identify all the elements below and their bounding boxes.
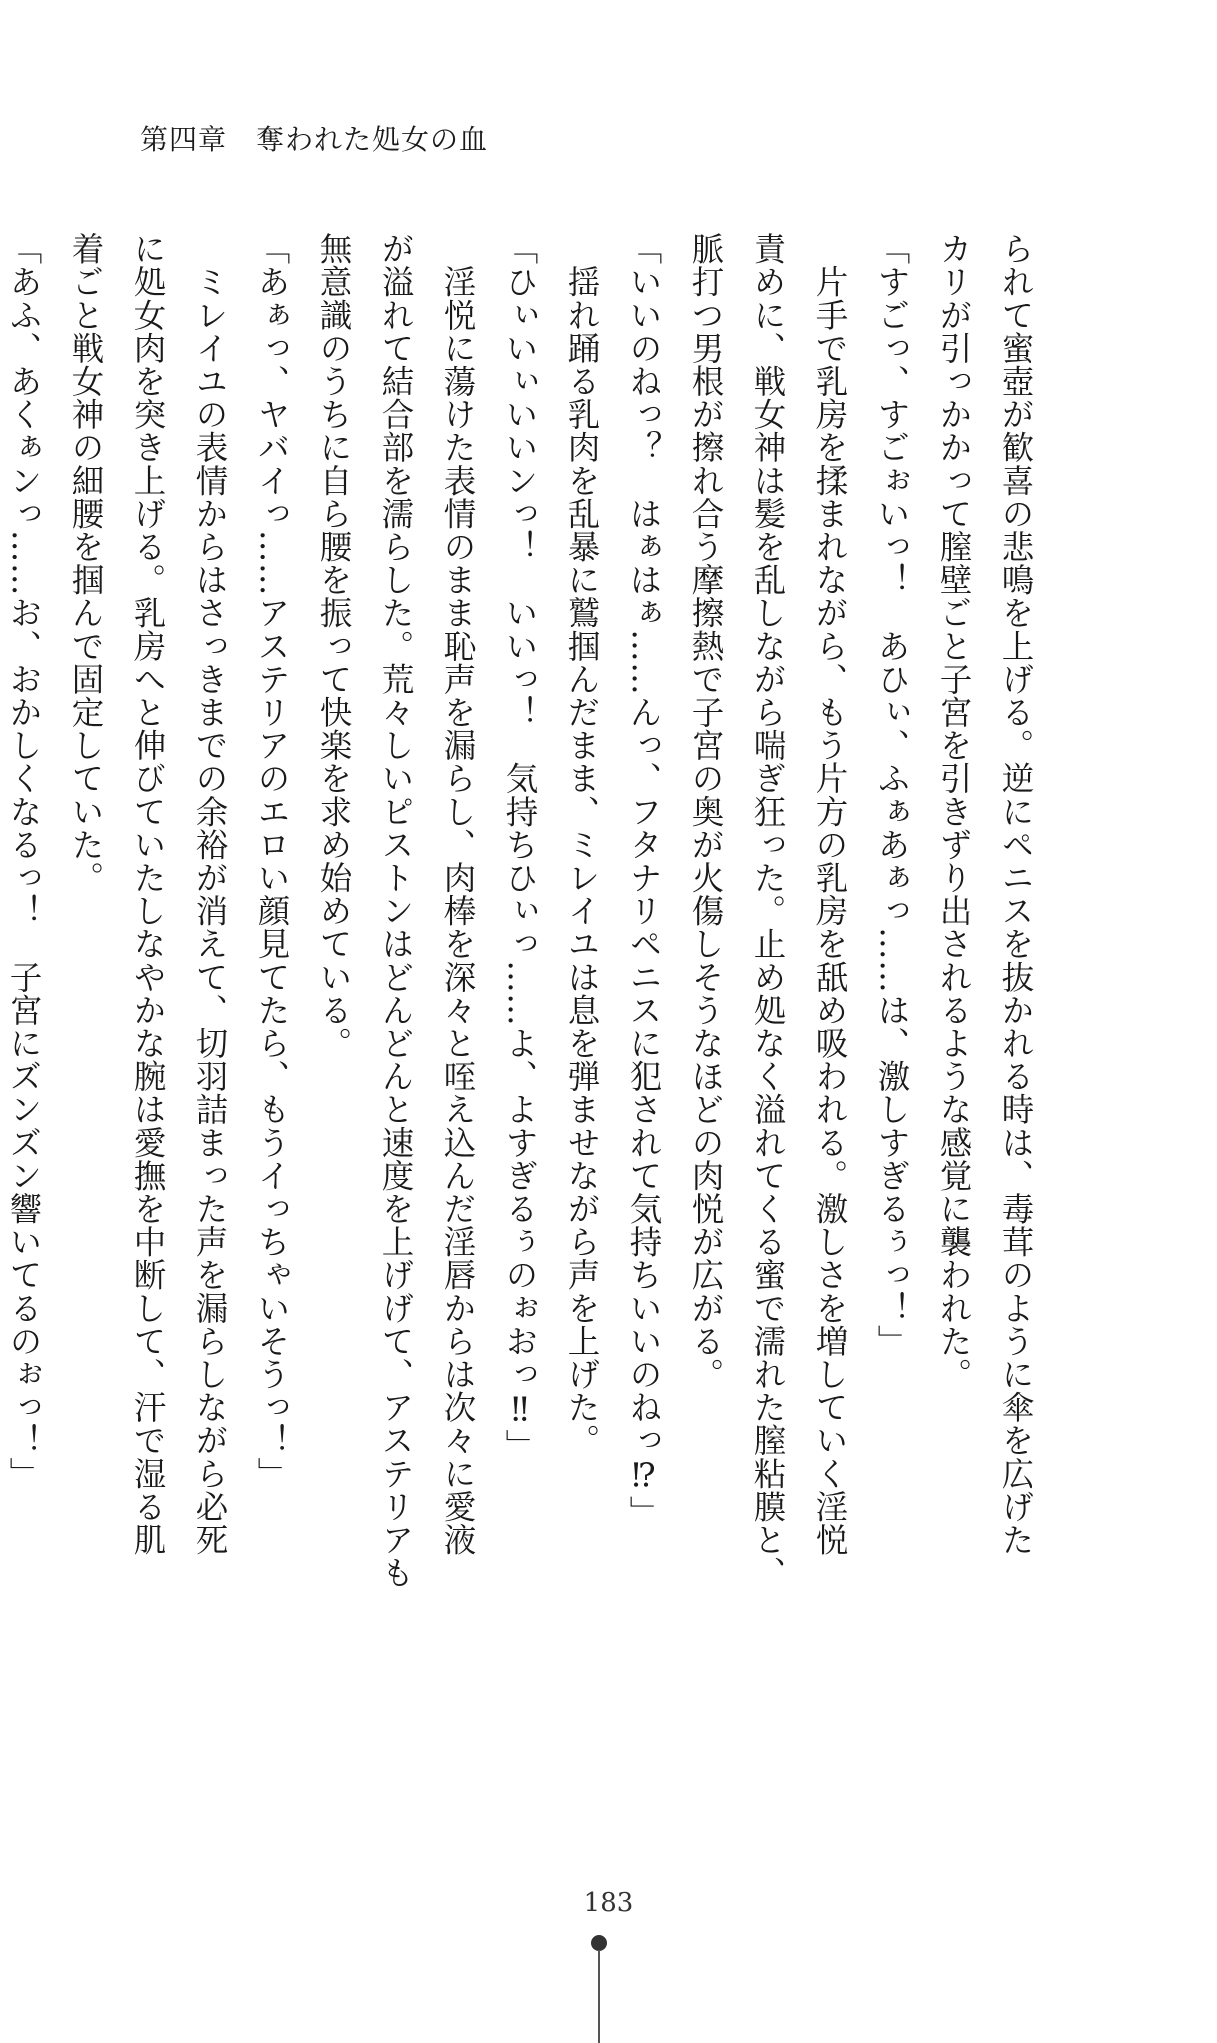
- text-line: 「あぁっ、ヤバイっ……アステリアのエロい顔見てたら、もうイっちゃいそうっ！」: [253, 232, 291, 1490]
- text-line: 無意識のうちに自ら腰を振って快楽を求め始めている。: [315, 232, 353, 1060]
- text-line: 着ごと戦女神の細腰を掴んで固定していた。: [67, 232, 105, 894]
- text-line: 淫悦に蕩けた表情のまま恥声を漏らし、肉棒を深々と咥え込んだ淫唇からは次々に愛液: [439, 232, 477, 1556]
- text-line: 責めに、戦女神は髪を乱しながら喘ぎ狂った。止め処なく溢れてくる蜜で濡れた膣粘膜と、: [749, 232, 787, 1590]
- page-marker-dot: [591, 1935, 607, 1951]
- page-number: 183: [583, 1888, 634, 1918]
- text-line: 「いいのねっ？ はぁはぁ……んっ、フタナリペニスに犯されて気持ちいいのねっ⁉」: [625, 232, 663, 1529]
- text-line: 片手で乳房を揉まれながら、もう片方の乳房を舐め吸われる。激しさを増していく淫悦: [811, 232, 849, 1556]
- text-line: 「すごっ、すごぉいっ！ あひぃ、ふぁあぁっ……は、激しすぎるぅっ！」: [873, 232, 911, 1358]
- page-marker-line: [598, 1950, 600, 2043]
- chapter-header: 第四章 奪われた処女の血: [140, 123, 489, 156]
- text-line: 揺れ踊る乳肉を乱暴に鷲掴んだまま、ミレイユは息を弾ませながら声を上げた。: [563, 232, 601, 1457]
- text-line: 脈打つ男根が擦れ合う摩擦熱で子宮の奥が火傷しそうなほどの肉悦が広がる。: [687, 232, 725, 1391]
- vertical-body-text: [5, 232, 1047, 1632]
- text-line: 「あふ、あくぁンっ……お、おかしくなるっ！ 子宮にズンズン響いてるのぉっ！」: [5, 232, 43, 1490]
- text-line: が溢れて結合部を濡らした。荒々しいピストンはどんどんと速度を上げげて、アステリアも: [377, 232, 415, 1590]
- text-line: カリが引っかかって膣壁ごと子宮を引きずり出されるような感覚に襲われた。: [935, 232, 973, 1391]
- text-line: られて蜜壺が歓喜の悲鳴を上げる。逆にペニスを抜かれる時は、毒茸のように傘を広げた: [997, 232, 1035, 1556]
- text-line: 「ひぃいぃいいンっ！ いいっ！ 気持ちひぃっ……よ、よすぎるぅのぉおっ‼」: [501, 232, 539, 1463]
- text-line: ミレイユの表情からはさっきまでの余裕が消えて、切羽詰まった声を漏らしながら必死: [191, 232, 229, 1556]
- text-line: に処女肉を突き上げる。乳房へと伸びていたしなやかな腕は愛撫を中断して、汗で湿る肌: [129, 232, 167, 1556]
